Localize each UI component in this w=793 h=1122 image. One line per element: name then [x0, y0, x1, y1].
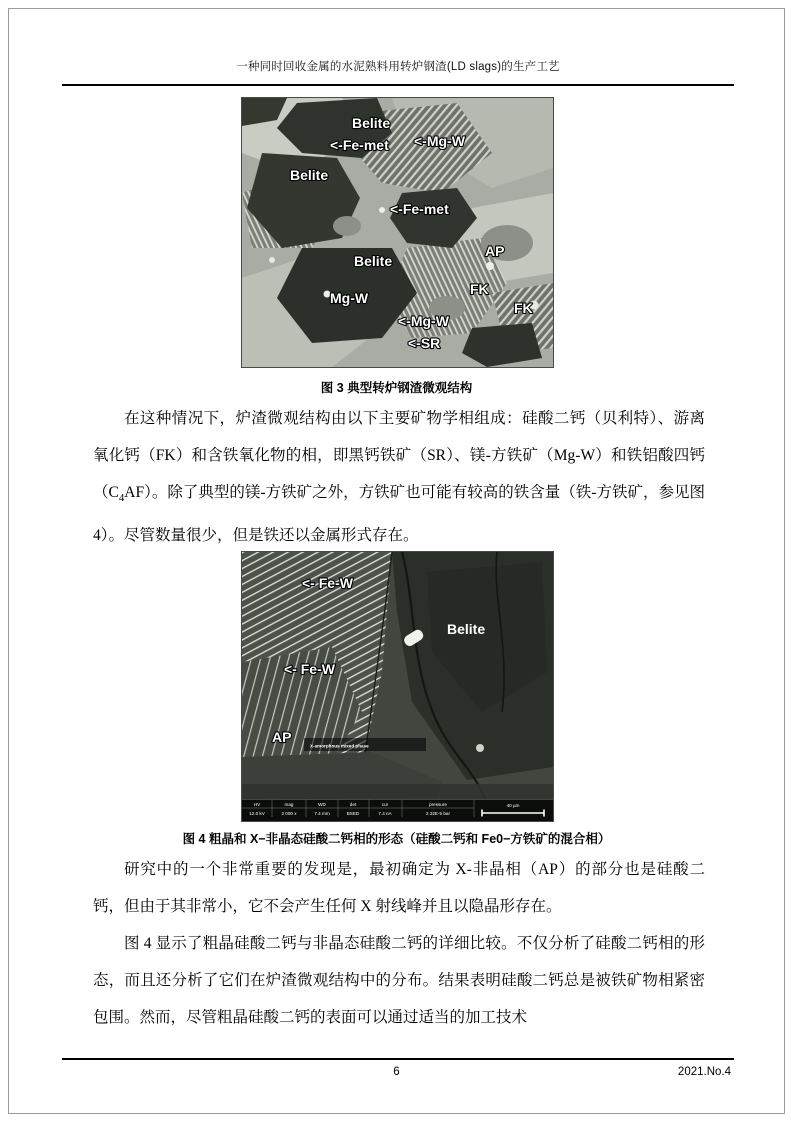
fig3-label: <-Fe-met	[330, 137, 389, 153]
footer-divider	[62, 1058, 734, 1060]
databar-val: 7.4 mm	[314, 811, 330, 816]
fig4-label: AP	[272, 729, 292, 745]
footer-issue: 2021.No.4	[677, 1066, 731, 1078]
fig3-label: <-SR	[408, 335, 441, 351]
fig3-label: <-Fe-met	[390, 201, 449, 217]
scale-bar-label: 40 µm	[506, 803, 520, 808]
figure-3-caption: 图 3 典型转炉钢渣微观结构	[320, 381, 473, 395]
figure-4-caption: 图 4 粗晶和 X−非晶态硅酸二钙相的形态（硅酸二钙和 Fe0−方铁矿的混合相）	[182, 832, 611, 846]
databar-val: 2 000 x	[281, 811, 297, 816]
databar-col: pressure	[429, 802, 447, 807]
fig3-label: AP	[485, 243, 505, 259]
databar-val: 2.32E-5 bar	[425, 811, 451, 816]
fig3-label: <-Mg-W	[414, 133, 465, 149]
paragraph-3-text: 图 4 显示了粗晶硅酸二钙与非晶态硅酸二钙的详细比较。不仅分析了硅酸二钙相的形态，而且还分析了它们在炉渣微观结构中的分布。结果表明硅酸二钙总是被铁矿物相紧密包围。然而，尽管粗晶硅酸二钙的表面可以通过适当的加工技术	[93, 935, 705, 1026]
running-header: 一种同时回收金属的水泥熟料用转炉钢渣(LD slags)的生产工艺	[236, 61, 560, 73]
databar-val: 7.4 nA	[378, 811, 392, 816]
databar-val: BSED	[346, 811, 360, 816]
fig4-label: Belite	[447, 621, 486, 637]
fig4-inset-label: X-amorphous mixed phase	[310, 743, 369, 749]
fig3-label: FK	[470, 281, 489, 297]
paragraph-1: 在这种情况下，炉渣微观结构由以下主要矿物学相组成：硅酸二钙（贝利特）、游离氧化钙（FK）和含铁氧化物的相，即黑钙铁矿（SR）、镁-方铁矿（Mg-W）和铁铝酸四钙$(C_4AF)$。除了典型的镁-方铁矿之外，方铁矿也可能有较高的铁含量（铁-方铁矿，参见图 4）。尽管数量很少，但是铁还以金属形式存在。	[93, 410, 706, 545]
databar-col: det	[349, 802, 357, 807]
fig4-label: <- Fe-W	[284, 661, 335, 677]
databar-col: cur	[381, 802, 389, 807]
fig3-label: Mg-W	[330, 290, 369, 306]
fig4-label: <- Fe-W	[302, 575, 353, 591]
fig3-label: Belite	[352, 115, 391, 131]
fig3-label: FK	[514, 300, 533, 316]
figure-4-image	[241, 551, 554, 822]
paragraph-2-text: 研究中的一个非常重要的发现是，最初确定为 X-非晶相（AP）的部分也是硅酸二钙，但由于其非常小，它不会产生任何 X 射线峰并且以隐晶形存在。	[93, 861, 705, 915]
databar-col: mag	[284, 802, 294, 807]
databar-col: HV	[253, 802, 261, 807]
fig3-label: Belite	[354, 253, 393, 269]
figure-3-image	[241, 97, 554, 368]
header-divider	[62, 84, 734, 86]
page-number: 6	[393, 1066, 400, 1078]
databar-col: WD	[318, 802, 326, 807]
fig3-label: <-Mg-W	[398, 313, 449, 329]
paragraph-3	[93, 925, 705, 1036]
paragraph-2	[93, 851, 705, 925]
fig3-label: Belite	[290, 167, 329, 183]
databar-val: 12.0 kV	[249, 811, 265, 816]
